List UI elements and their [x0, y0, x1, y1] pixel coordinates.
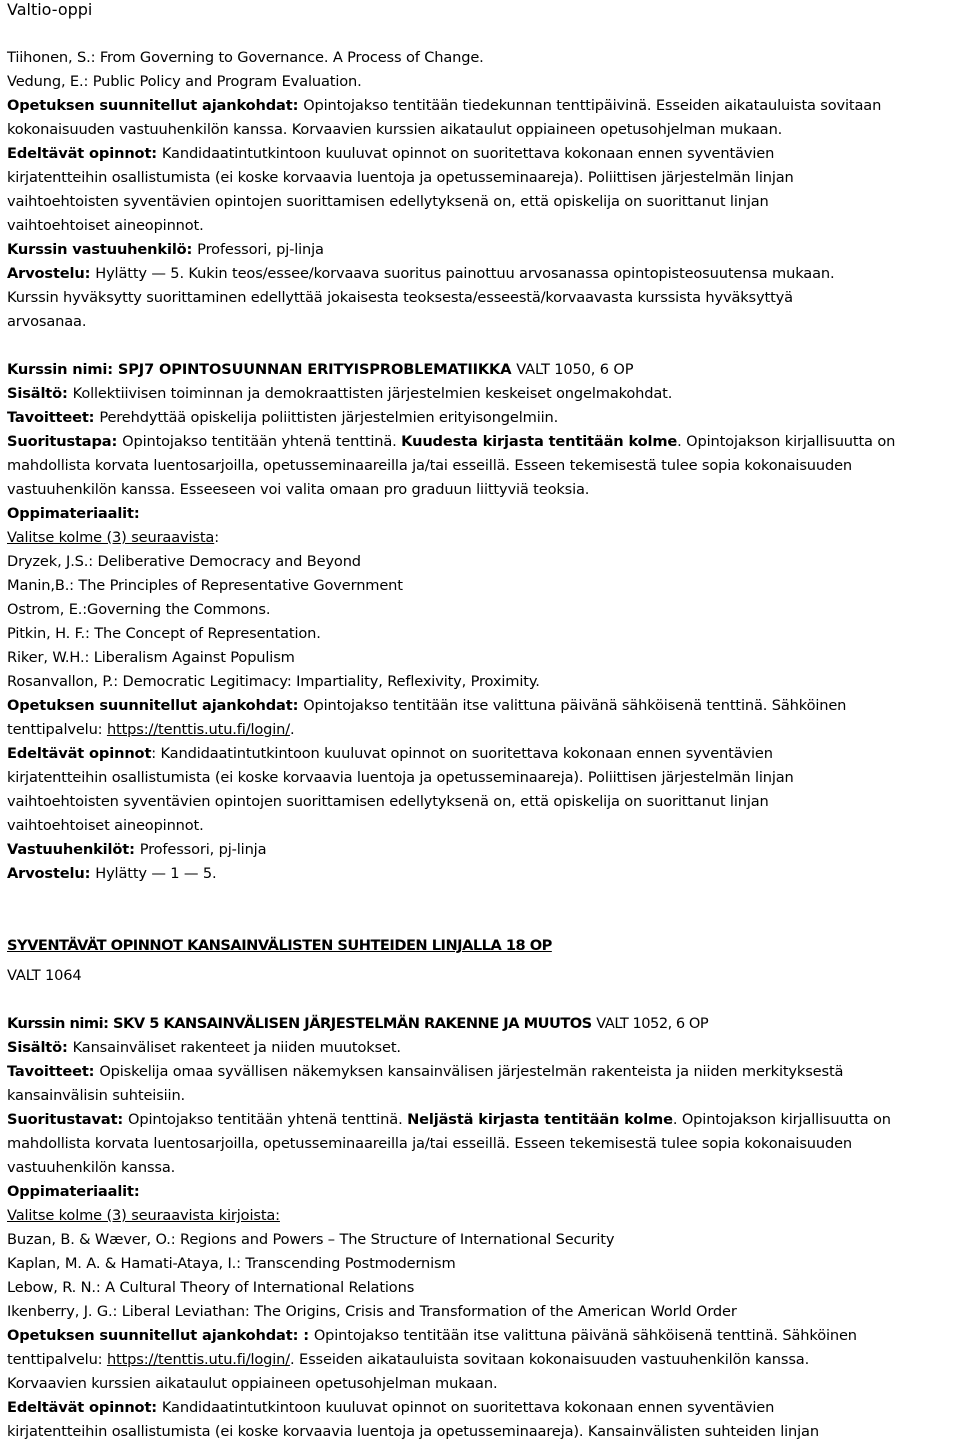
text-line [7, 1012, 708, 1036]
text-segment: . [290, 721, 295, 738]
text-line [7, 790, 769, 814]
text-segment: Opintojakso tentitään yhtenä tenttinä. [122, 433, 402, 450]
text-segment: kokonaisuuden vastuuhenkilön kanssa. Korvaavien kurssien aikataulut oppiaineen opetusohjelman mukaan. [7, 121, 783, 138]
text-segment: arvosanaa. [7, 313, 87, 330]
text-segment: Opintojakso tentitään itse valittuna päivänä sähköisenä tenttinä. Sähköinen [313, 1327, 857, 1344]
text-segment: Hylätty — 5. Kukin teos/essee/korvaava suoritus painottuu arvosanassa opintopisteosuutensa mukaan. [95, 265, 835, 282]
text-segment: . Opintojakson kirjallisuutta on [677, 433, 896, 450]
bold-label: Arvostelu: [7, 265, 96, 282]
page-header: Valtio-oppi [7, 0, 93, 19]
text-segment: Vedung, E.: Public Policy and Program Evaluation. [7, 73, 362, 90]
bold-label: Arvostelu: [7, 865, 96, 882]
bold-label: Edeltävät opinnot [7, 745, 152, 762]
bold-label: Vastuuhenkilöt: [7, 841, 140, 858]
text-line [7, 646, 295, 670]
text-line [7, 70, 362, 94]
bold-label: Oppimateriaalit: [7, 1183, 140, 1200]
text-segment: Kurssin hyväksytty suorittaminen edellyttää jokaisesta teoksesta/esseestä/korvaavasta kurssista hyväksyttyä [7, 289, 793, 306]
text-line [7, 1276, 414, 1300]
bold-label: Opetuksen suunnitellut ajankohdat: [7, 697, 304, 714]
text-segment: Rosanvallon, P.: Democratic Legitimacy: Impartiality, Reflexivity, Proximity. [7, 673, 540, 690]
text-line [7, 430, 895, 454]
text-line [7, 46, 484, 70]
exam-service-link[interactable]: https://tenttis.utu.fi/login/ [106, 721, 291, 738]
text-segment: kirjatentteihin osallistumista (ei koske korvaavia luentoja ja opetusseminaareja). Kansainvälisten suhteiden linjan [7, 1423, 819, 1440]
text-line [7, 622, 321, 646]
text-line [7, 766, 794, 790]
text-line [7, 166, 794, 190]
text-line [7, 670, 540, 694]
text-segment: Dryzek, J.S.: Deliberative Democracy and Beyond [7, 553, 361, 570]
text-line [7, 502, 140, 526]
text-segment: Opiskelija omaa syvällisen näkemyksen kansainvälisen järjestelmän rakenteista ja niiden merkityksestä [99, 1063, 844, 1080]
text-line [7, 262, 834, 286]
text-segment: vastuuhenkilön kanssa. Esseeseen voi valita omaan pro graduun liittyviä teoksia. [7, 481, 590, 498]
text-line [7, 1084, 185, 1108]
text-segment: Professori, pj-linja [197, 241, 324, 258]
text-segment: : [214, 529, 220, 546]
text-line [7, 214, 204, 238]
text-line [7, 94, 881, 118]
bold-label: Opetuksen suunnitellut ajankohdat: [7, 97, 304, 114]
text-segment: Hylätty — 1 — 5. [95, 865, 217, 882]
text-segment: kirjatentteihin osallistumista (ei koske korvaavia luentoja ja opetusseminaareja). Poliittisen järjestelmän linjan [7, 169, 794, 186]
text-line [7, 1132, 852, 1156]
bold-label: Opetuksen suunnitellut ajankohdat: : [7, 1327, 314, 1344]
text-line [7, 1108, 891, 1132]
text-line [7, 1252, 456, 1276]
text-line [7, 406, 558, 430]
text-line [7, 550, 361, 574]
text-segment: VALT 1064 [7, 967, 82, 984]
bold-label: Suoritustavat: [7, 1111, 129, 1128]
bold-label: Oppimateriaalit: [7, 505, 140, 522]
text-line [7, 1348, 809, 1372]
text-segment: vaihtoehtoiset aineopinnot. [7, 217, 204, 234]
bold-label: Sisältö: [7, 385, 73, 402]
text-segment: mahdollista korvata luentosarjoilla, opetusseminaareilla ja/tai esseillä. Esseen tekemisestä tulee sopia kokonaisuuden [7, 1135, 853, 1152]
text-segment: Opintojakso tentitään yhtenä tenttinä. [128, 1111, 408, 1128]
text-line [7, 382, 672, 406]
text-line [7, 358, 633, 382]
bold-label: Neljästä kirjasta tentitään kolme [407, 1111, 673, 1128]
text-segment: tenttipalvelu: [7, 1351, 107, 1368]
text-segment: VALT 1050, 6 OP [516, 361, 634, 378]
text-line [7, 1180, 140, 1204]
text-segment: vaihtoehtoisten syventävien opintojen suorittamisen edellytyksenä on, että opiskelija on suorittanut linjan [7, 793, 769, 810]
text-segment: : Kandidaatintutkintoon kuuluvat opinnot on suoritettava kokonaan ennen syventävien [151, 745, 773, 762]
underlined-text: Valitse kolme (3) seuraavista kirjoista: [7, 1207, 280, 1224]
text-segment: Korvaavien kurssien aikataulut oppiaineen opetusohjelman mukaan. [7, 1375, 498, 1392]
text-line [7, 598, 270, 622]
text-line [7, 742, 773, 766]
text-segment: VALT 1052, 6 OP [596, 1015, 709, 1032]
bold-label: Kurssin nimi: SPJ7 OPINTOSUUNNAN ERITYISPROBLEMATIIKKA [7, 361, 517, 378]
bold-label: Sisältö: [7, 1039, 73, 1056]
text-line [7, 286, 793, 310]
text-segment: Ostrom, E.:Governing the Commons. [7, 601, 271, 618]
text-line [7, 454, 852, 478]
text-segment: . Opintojakson kirjallisuutta on [672, 1111, 891, 1128]
text-line [7, 526, 219, 550]
text-line [7, 238, 324, 262]
text-segment: Pitkin, H. F.: The Concept of Representation. [7, 625, 321, 642]
text-segment: mahdollista korvata luentosarjoilla, opetusseminaareilla ja/tai esseillä. Esseen tekemisestä tulee sopia kokonaisuuden [7, 457, 853, 474]
bold-label: Edeltävät opinnot: [7, 1399, 162, 1416]
text-line [7, 190, 769, 214]
text-segment: Perehdyttää opiskelija poliittisten järjestelmien erityisongelmiin. [99, 409, 559, 426]
text-line [7, 1060, 843, 1084]
text-line [7, 1372, 497, 1396]
bold-label: Edeltävät opinnot: [7, 145, 162, 162]
text-line [7, 1204, 280, 1228]
text-segment: vastuuhenkilön kanssa. [7, 1159, 176, 1176]
bold-label: Kurssin nimi: SKV 5 KANSAINVÄLISEN JÄRJESTELMÄN RAKENNE JA MUUTOS [7, 1015, 597, 1032]
text-line [7, 694, 846, 718]
bold-label: Kuudesta kirjasta tentitään kolme [401, 433, 678, 450]
text-line [7, 838, 266, 862]
bold-label: SYVENTÄVÄT OPINNOT KANSAINVÄLISTEN SUHTEIDEN LINJALLA 18 OP [7, 937, 552, 954]
text-segment: vaihtoehtoiset aineopinnot. [7, 817, 204, 834]
text-segment: vaihtoehtoisten syventävien opintojen suorittamisen edellytyksenä on, että opiskelija on suorittanut linjan [7, 193, 769, 210]
bold-label: Tavoitteet: [7, 409, 100, 426]
text-line [7, 1420, 819, 1444]
text-segment: kansainvälisin suhteisiin. [7, 1087, 186, 1104]
text-segment: Riker, W.H.: Liberalism Against Populism [7, 649, 295, 666]
bold-label: Kurssin vastuuhenkilö: [7, 241, 198, 258]
text-line [7, 1300, 737, 1324]
text-line [7, 964, 82, 988]
text-line [7, 718, 295, 742]
bold-label: Suoritustapa: [7, 433, 123, 450]
bold-label: Tavoitteet: [7, 1063, 100, 1080]
text-segment: Lebow, R. N.: A Cultural Theory of International Relations [7, 1279, 415, 1296]
text-segment: Kaplan, M. A. & Hamati-Ataya, I.: Transcending Postmodernism [7, 1255, 456, 1272]
text-segment: Professori, pj-linja [139, 841, 267, 858]
text-segment: Opintojakso tentitään tiedekunnan tenttipäivinä. Esseiden aikatauluista sovitaan [303, 97, 882, 114]
text-line [7, 310, 86, 334]
underlined-text: Valitse kolme (3) seuraavista [7, 529, 215, 546]
text-line [7, 574, 403, 598]
text-segment: Buzan, B. & Wæver, O.: Regions and Powers – The Structure of International Security [7, 1231, 615, 1248]
text-line [7, 118, 782, 142]
text-segment: Tiihonen, S.: From Governing to Governance. A Process of Change. [7, 49, 484, 66]
text-line [7, 142, 774, 166]
text-line [7, 1156, 175, 1180]
text-segment: Kandidaatintutkintoon kuuluvat opinnot on suoritettava kokonaan ennen syventävien [161, 145, 775, 162]
text-line [7, 862, 217, 886]
text-line [7, 478, 589, 502]
text-line [7, 1036, 401, 1060]
text-segment: Kandidaatintutkintoon kuuluvat opinnot on suoritettava kokonaan ennen syventävien [161, 1399, 775, 1416]
text-segment: tenttipalvelu: [7, 721, 107, 738]
text-line [7, 934, 552, 958]
text-line [7, 1228, 614, 1252]
text-segment: Ikenberry, J. G.: Liberal Leviathan: The Origins, Crisis and Transformation of the American World Order [7, 1303, 737, 1320]
text-segment: . Esseiden aikatauluista sovitaan kokonaisuuden vastuuhenkilön kanssa. [290, 1351, 810, 1368]
text-line [7, 1324, 857, 1348]
exam-service-link[interactable]: https://tenttis.utu.fi/login/ [106, 1351, 291, 1368]
text-segment: kirjatentteihin osallistumista (ei koske korvaavia luentoja ja opetusseminaareja). Poliittisen järjestelmän linjan [7, 769, 794, 786]
text-line [7, 814, 204, 838]
text-segment: Kansainväliset rakenteet ja niiden muutokset. [72, 1039, 401, 1056]
text-segment: Manin,B.: The Principles of Representative Government [7, 577, 403, 594]
text-line [7, 1396, 774, 1420]
text-segment: Kollektiivisen toiminnan ja demokraattisten järjestelmien keskeiset ongelmakohdat. [72, 385, 673, 402]
text-segment: Opintojakso tentitään itse valittuna päivänä sähköisenä tenttinä. Sähköinen [303, 697, 847, 714]
